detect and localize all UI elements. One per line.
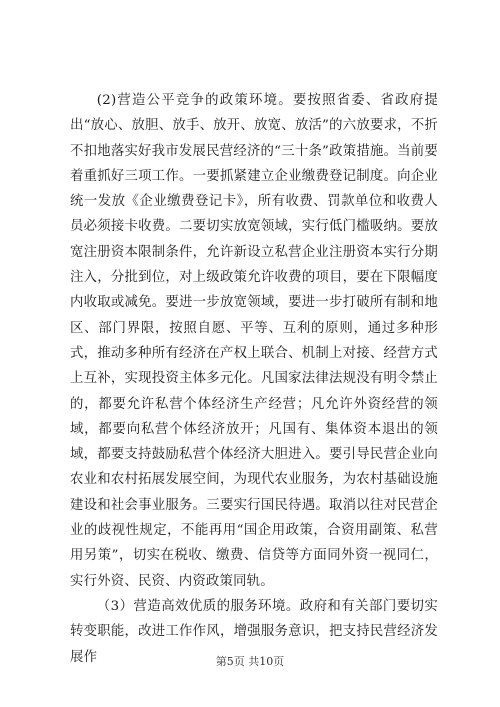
paragraph-service-environment: （3）营造高效优质的服务环境。政府和有关部门要切实转变职能，改进工作作风，增强服务意识，把支持民营经济发展作: [70, 598, 438, 665]
paragraph-policy-environment: (2)营造公平竞争的政策环境。要按照省委、省政府提出“放心、放胆、放手、放开、放宽、放活”的六放要求，不折不扣地落实好我市发展民营经济的“三十条”政策措施。当前要着重抓好三项工作。一要抓紧建立企业缴费登记制度。向企业统一发放《企业缴费登记卡》，所有收费、罚款单位和收费人员必须接卡收费。二要切实放宽领域，实行低门槛吸纳。要放宽注册资本限制条件，允许新设立私营企业注册资本实行分期注入，分批到位，对上级政策允许收费的项目，要在下限幅度内收取或减免。要进一步放宽领域，要进一步打破所有制和地区、部门界限，按照自愿、平等、互利的原则，通过多种形式，推动多种所有经济在产权上联合、机制上对接、经营方式上互补，实现投资主体多元化。凡国家法律法规没有明令禁止的，都要允许私营个体经济生产经营；凡允许外资经营的领域，都要向私营个体经济放开；凡国有、集体资本退出的领域，都要支持鼓励私营个体经济大胆进入。要引导民营企业向农业和农村拓展发展空间，为现代农业服务，为农村基础设施建设和社会事业服务。三要实行国民待遇。取消以往对民营企业的歧视性规定，不能再用“国企用政策，合资用副策、私营用另策”，切实在税收、缴费、信贷等方面同外资一视同仁，实行外资、民资、内资政策同轨。: [70, 93, 438, 589]
page-number: 第5页 共10页: [215, 655, 285, 668]
page-footer: [0, 653, 500, 669]
document-body: [70, 88, 438, 670]
